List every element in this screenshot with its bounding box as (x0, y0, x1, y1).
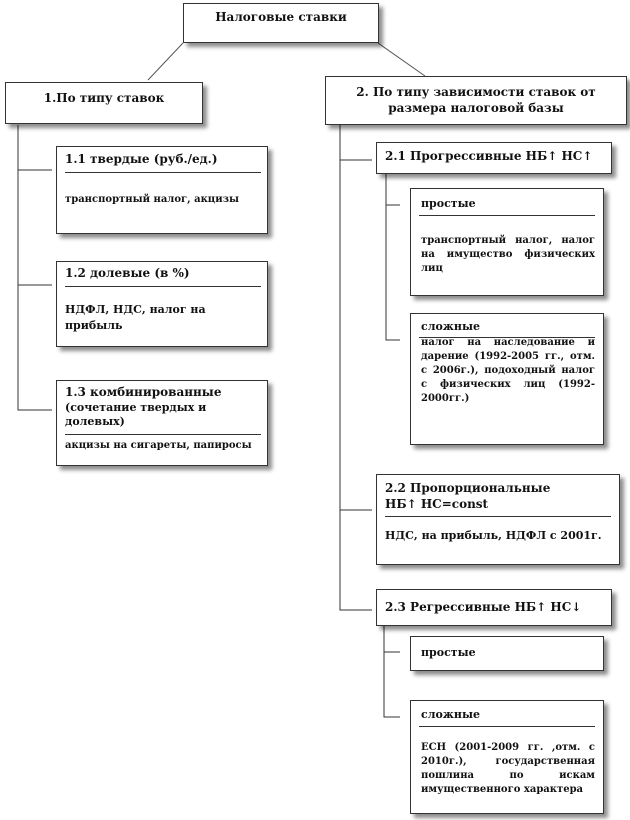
regressive-complex-title: сложные (421, 708, 480, 721)
proportional-examples: НДС, на прибыль, НДФЛ с 2001г. (385, 529, 602, 542)
proportional-title-line2: НБ↑ НС=const (385, 497, 489, 511)
regressive-title: 2.3 Регрессивные НБ↑ НС↓ (385, 600, 582, 614)
share-rate-title: 1.2 долевые (в %) (65, 266, 190, 280)
regressive-complex-box (410, 700, 604, 814)
regressive-simple-box (410, 636, 604, 671)
fixed-rate-examples: транспортный налог, акцизы (65, 194, 240, 205)
left-trunk-line (18, 125, 52, 410)
combined-rate-examples: акцизы на сигареты, папиросы (65, 440, 252, 451)
share-rate-divider (65, 286, 261, 287)
root-title: Налоговые ставки (215, 10, 347, 24)
progressive-complex-box (410, 313, 604, 445)
progressive-complex-title: сложные (421, 320, 480, 333)
progressive-complex-examples: налог на наследование и дарение (1992-2005 гг., отм. с 2006г.), подоходный налог с физических лиц (1992-2000гг.) (421, 337, 595, 404)
share-rate-box (56, 261, 268, 347)
proportional-box (376, 474, 620, 565)
regressive-subtrunk-line (384, 626, 400, 717)
share-rate-examples: НДФЛ, НДС, налог на прибыль (65, 303, 206, 332)
combined-rate-divider (65, 434, 261, 435)
fixed-rate-box (56, 146, 268, 234)
fixed-rate-title: 1.1 твердые (руб./ед.) (65, 152, 218, 166)
root-to-right-line (378, 43, 425, 76)
regressive-complex-examples: ЕСН (2001-2009 гг. ,отм. с 2010г.), государственная пошлина по искам имущественного характера (421, 742, 595, 795)
root-box (183, 3, 379, 43)
regressive-simple-title: простые (421, 646, 476, 659)
progressive-simple-divider (419, 215, 595, 216)
progressive-simple-title: простые (421, 197, 476, 210)
right-header-line1: 2. По типу зависимости ставок от (356, 85, 596, 99)
right-trunk-line (340, 125, 372, 610)
combined-rate-title: 1.3 комбинированные (65, 385, 222, 399)
root-to-left-line (148, 43, 183, 80)
progressive-simple-box (410, 188, 604, 296)
combined-rate-subtitle: (сочетание твердых и долевых) (65, 401, 207, 428)
progressive-title: 2.1 Прогрессивные НБ↑ НС↑ (385, 149, 593, 163)
proportional-divider (385, 516, 611, 517)
progressive-box (376, 142, 612, 174)
right-header-line2: размера налоговой базы (388, 101, 564, 115)
progressive-subtrunk-line (386, 173, 400, 340)
left-header-box (5, 82, 203, 124)
combined-rate-box (56, 380, 268, 466)
regressive-box (376, 589, 612, 626)
progressive-simple-examples: транспортный налог, налог на имущество физических лиц (421, 235, 595, 274)
left-header-title: 1.По типу ставок (43, 91, 165, 105)
proportional-title-line1: 2.2 Пропорциональные (385, 481, 551, 495)
regressive-complex-divider (419, 726, 595, 727)
fixed-rate-divider (65, 172, 261, 173)
right-header-box (325, 76, 627, 125)
